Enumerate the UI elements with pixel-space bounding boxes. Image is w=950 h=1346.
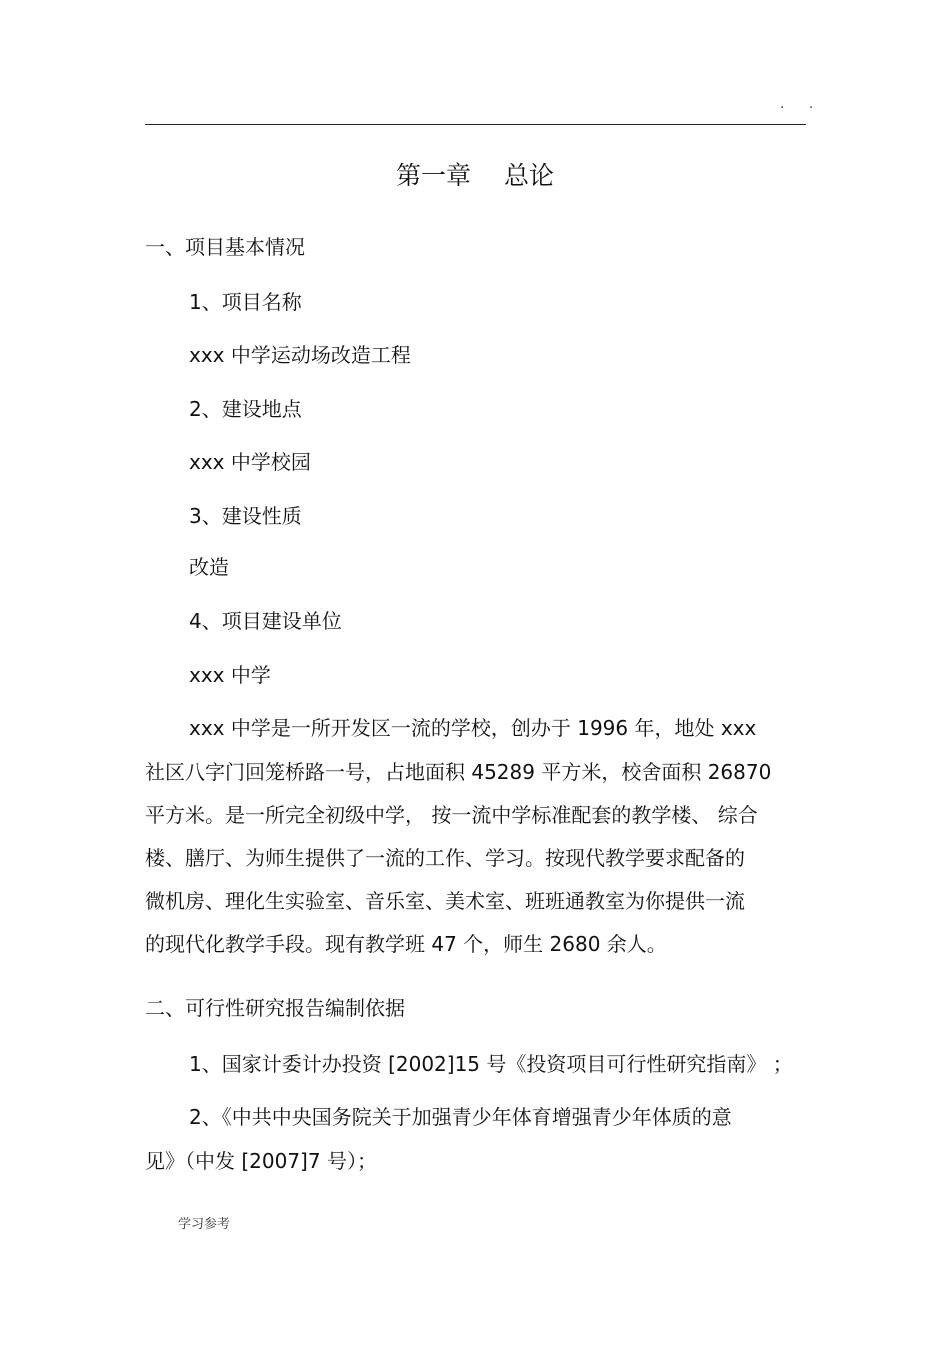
header-rule (145, 124, 806, 125)
basis-item-2-line1: 2、《中共中央国务院关于加强青少年体育增强青少年体质的意 (189, 1105, 732, 1129)
item-value-location: xxx 中学校园 (189, 450, 311, 474)
chapter-title: 第一章 总论 (396, 161, 554, 190)
footer-note: 学习参考 (178, 1217, 231, 1232)
paragraph-line: 楼、膳厅、为师生提供了一流的工作、学习。按现代教学要求配备的 (145, 846, 745, 870)
paragraph-line: 的现代化教学手段。现有教学班 47 个，师生 2680 余人。 (145, 932, 667, 956)
item-value-project-name: xxx 中学运动场改造工程 (189, 343, 411, 367)
paragraph-line: 微机房、理化生实验室、音乐室、美术室、班班通教室为你提供一流 (145, 889, 745, 913)
paragraph-line: 平方米。是一所完全初级中学， 按一流中学标准配套的教学楼、 综合 (145, 803, 758, 827)
item-label-unit: 4、项目建设单位 (189, 609, 342, 633)
item-value-unit: xxx 中学 (189, 663, 271, 687)
paragraph-line: xxx 中学是一所开发区一流的学校，创办于 1996 年，地处 xxx (189, 716, 757, 740)
item-value-nature: 改造 (189, 555, 229, 579)
item-label-project-name: 1、项目名称 (189, 290, 302, 314)
paragraph-line: 社区八字门回笼桥路一号，占地面积 45289 平方米，校舍面积 26870 (145, 760, 772, 784)
item-label-location: 2、建设地点 (189, 397, 302, 421)
basis-item-1: 1、国家计委计办投资 [2002]15 号《投资项目可行性研究指南》 ； (189, 1052, 793, 1076)
item-label-nature: 3、建设性质 (189, 504, 302, 528)
section-heading-basis: 二、可行性研究报告编制依据 (145, 996, 405, 1020)
header-dots: . . (780, 96, 824, 112)
section-heading-basic-info: 一、项目基本情况 (145, 235, 305, 259)
basis-item-2-line2: 见》（中发 [2007]7 号）； (145, 1149, 377, 1173)
